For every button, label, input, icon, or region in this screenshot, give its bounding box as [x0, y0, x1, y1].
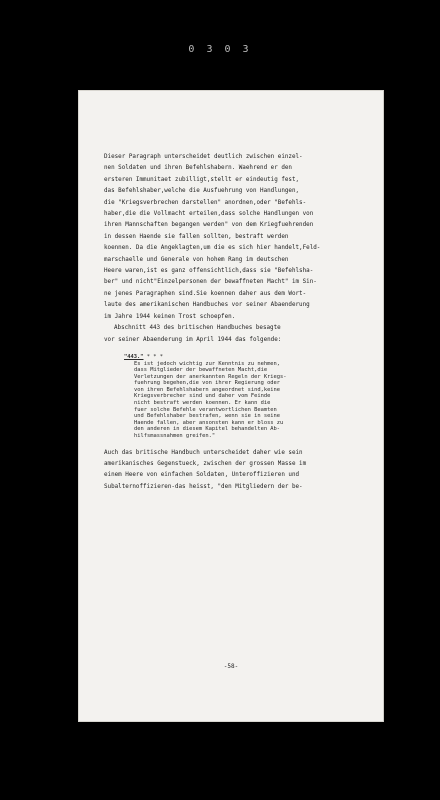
text-line: einem Heere von einfachen Soldaten, Unteroffizieren und [104, 472, 300, 479]
quote-line: Haende fallen, aber ansonsten kann er bloss zu [134, 419, 284, 426]
text-line: im Jahre 1944 keinen Trost schoepfen. [104, 313, 236, 320]
text-line: Auch das britische Handbuch unterscheidet daher wie sein [104, 449, 303, 456]
quote-line: hilfsmassnahmen greifen." [134, 433, 216, 440]
paragraph-1 [104, 152, 362, 323]
text-line: die "Kriegsverbrechen darstellen" anordnen,oder "Befehls- [104, 199, 307, 206]
paragraph-3 [104, 448, 362, 494]
block-quote [124, 354, 362, 440]
text-line: Abschnitt 443 des britischen Handbuches besagte [114, 325, 281, 332]
text-line: Dieser Paragraph unterscheidet deutlich zwischen einzel- [104, 154, 303, 160]
quote-line: den anderen in diesem Kapitel behandelten Ab- [134, 426, 281, 433]
text-line: Subalternoffizieren-das heisst, "den Mitgliedern der be- [104, 483, 303, 490]
quote-line: fuer solche Befehle verantwortlichen Beamten [134, 406, 277, 413]
text-line: das Befehlshaber,welche die Ausfuehrung von Handlungen, [104, 188, 300, 195]
quote-line: Kriegsverbrecher sind und daher vom Feinde [134, 393, 271, 400]
quote-line: von ihren Befehlshabern angeordnet sind,keine [134, 386, 281, 393]
quote-line: fuehrung begehen,die von ihrer Regierung oder [134, 380, 281, 387]
quote-line: und Befehlshaber bestrafen, wenn sie in seine [134, 413, 281, 420]
text-line: ber" und nicht"Einzelpersonen der bewaffneten Macht" im Sin- [104, 279, 317, 286]
text-line: koennen. Da die Angeklagten,um die es sich hier handelt,Feld- [104, 245, 321, 252]
page-edge [383, 90, 384, 722]
text-line: amerikanisches Gegenstueck, zwischen der grossen Masse im [104, 461, 307, 468]
text-line: ne jenes Paragraphen sind.Sie koennen daher aus dem Wort- [104, 290, 307, 297]
text-line: ihren Mannschaften begangen werden" von dem Kriegfuehrenden [104, 222, 314, 229]
quote-line: Es ist jedoch wichtig zur Kenntnis zu nehmen, [134, 360, 281, 367]
text-line: Heere waren,ist es ganz offensichtlich,dass sie "Befehlsha- [104, 268, 314, 275]
text-line: in dessen Haende sie fallen sollten, bestraft werden [104, 233, 289, 240]
microfilm-frame-number: 0 3 0 3 [188, 44, 252, 55]
quote-line: dass Mitglieder der bewaffneten Macht,die [134, 367, 268, 374]
text-line: haber,die die Vollmacht erteilen,dass solche Handlungen von [104, 211, 314, 218]
text-line: marschaelle und Generale von hohem Rang im deutschen [104, 256, 289, 263]
paragraph-2 [104, 323, 362, 346]
quote-line: nicht bestraft werden koennen. Er kann die [134, 400, 271, 407]
text-line: ersteren Immunitaet zubilligt,stellt er eindeutig fest, [104, 176, 300, 183]
text-line: nen Soldaten und ihren Befehlshabern. Waehrend er den [104, 165, 292, 172]
quote-line: Verletzungen der anerkannten Regeln der Kriegs- [134, 373, 287, 380]
page-number: -58- [223, 663, 239, 670]
quote-ellipsis-marks: * * * [143, 353, 167, 360]
quote-section-number: "443." [124, 353, 144, 360]
text-line: vor seiner Abaenderung im April 1944 das folgende: [104, 336, 282, 343]
document-page [78, 90, 384, 722]
text-line: laute des amerikanischen Handbuches vor seiner Abaenderung [104, 302, 310, 309]
